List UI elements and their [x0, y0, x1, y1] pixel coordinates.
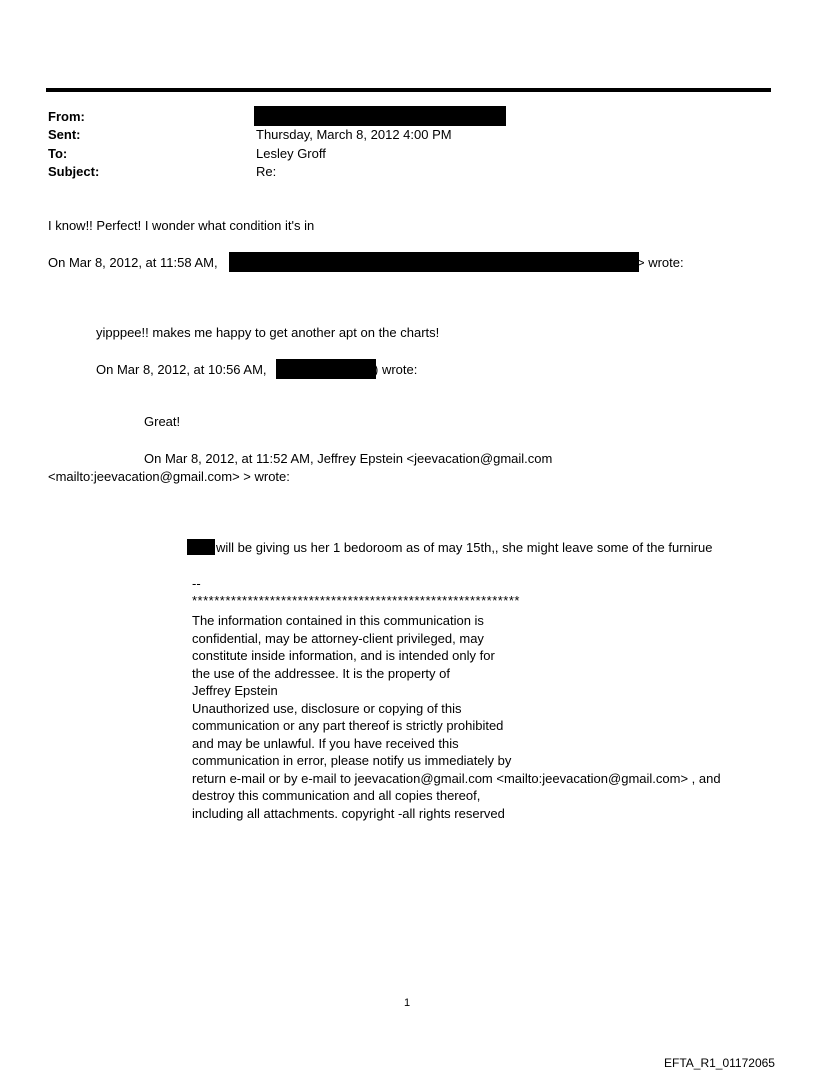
sent-label: Sent:: [48, 127, 81, 142]
redacted-sender-2: [276, 359, 376, 379]
disclaimer-line: Jeffrey Epstein: [192, 683, 278, 698]
reply-3: Great!: [144, 414, 181, 429]
disclaimer-line: the use of the addressee. It is the property of: [192, 665, 450, 681]
disclaimer-line: confidential, may be attorney-client privileged, may: [192, 630, 484, 646]
signature-dashes: --: [192, 576, 201, 591]
quote-3-line-1: On Mar 8, 2012, at 11:52 AM, Jeffrey Epstein <jeevacation@gmail.com: [144, 451, 553, 466]
disclaimer: [192, 612, 721, 822]
disclaimer-line: and may be unlawful. If you have received this: [192, 735, 459, 751]
redacted-name: [187, 539, 215, 555]
from-label: From:: [48, 109, 85, 124]
quote-1-prefix: On Mar 8, 2012, at 11:58 AM,: [48, 255, 218, 270]
to-value: Lesley Groff: [256, 146, 326, 161]
to-label: To:: [48, 146, 68, 161]
subject-label: Subject:: [48, 164, 100, 179]
disclaimer-line: destroy this communication and all copies thereof,: [192, 788, 481, 803]
redacted-sender-1: [229, 252, 639, 272]
document-id: EFTA_R1_01172065: [664, 1056, 775, 1070]
quote-2-suffix: ) wrote:: [374, 362, 418, 377]
disclaimer-line: The information contained in this communication is: [192, 613, 484, 628]
signature-stars: ***********************************************************: [192, 593, 520, 608]
quote-2-prefix: On Mar 8, 2012, at 10:56 AM,: [96, 362, 267, 377]
reply-1: I know!! Perfect! I wonder what condition it's in: [48, 218, 315, 233]
subject-value: Re:: [256, 164, 277, 179]
quote-3-line-2: <mailto:jeevacation@gmail.com> > wrote:: [48, 469, 290, 484]
quote-1-suffix: > wrote:: [637, 255, 684, 270]
original-message: will be giving us her 1 bedoroom as of may 15th,, she might leave some of the furnirue: [216, 540, 713, 555]
disclaimer-line: communication or any part thereof is strictly prohibited: [192, 718, 504, 733]
redacted-from-value: [254, 106, 506, 126]
page-number: 1: [404, 997, 411, 1009]
disclaimer-line: return e-mail or by e-mail to jeevacation@gmail.com <mailto:jeevacation@gmail.com> , and: [192, 770, 721, 786]
disclaimer-line: including all attachments. copyright -all rights reserved: [192, 805, 505, 821]
sent-value: Thursday, March 8, 2012 4:00 PM: [256, 127, 452, 142]
disclaimer-line: constitute inside information, and is intended only for: [192, 648, 495, 663]
disclaimer-line: communication in error, please notify us immediately by: [192, 753, 512, 768]
reply-2: yipppee!! makes me happy to get another apt on the charts!: [96, 325, 440, 340]
disclaimer-line: Unauthorized use, disclosure or copying of this: [192, 700, 462, 716]
header-rule: [46, 88, 771, 92]
